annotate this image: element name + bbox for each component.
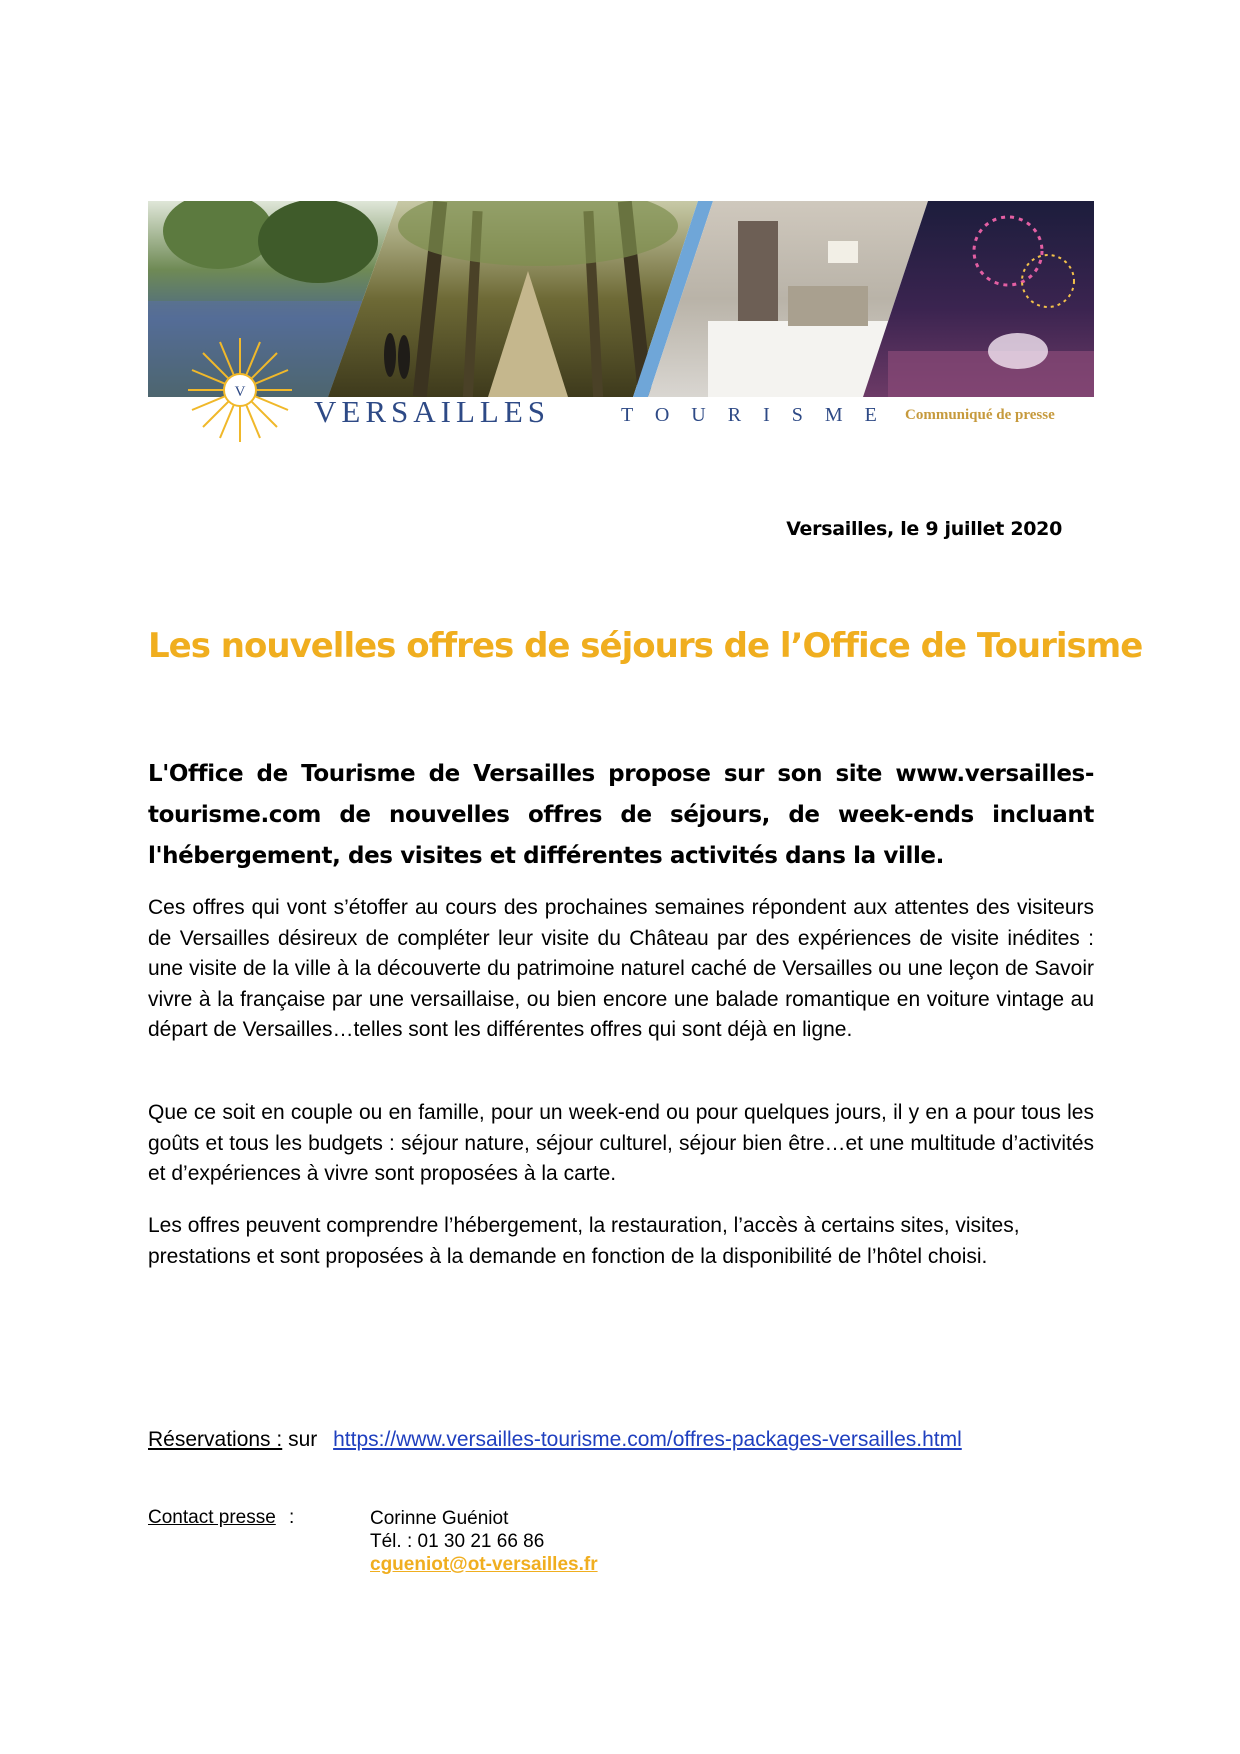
body-paragraph: Les offres peuvent comprendre l’hébergement, la restauration, l’accès à certains sites, visites, prestations et sont proposées à la demande en fonction de la disponibilité de l’hôtel choisi. — [148, 1214, 1020, 1268]
lead-paragraph: L'Office de Tourisme de Versailles propose sur son site www.versailles-tourisme.com de nouvelles offres de séjours, de week-ends incluant l'hébergement, des visites et différentes activités dans la ville. — [148, 761, 1094, 869]
contact-name: Corinne Guéniot — [370, 1508, 509, 1529]
logo-initial: V — [234, 384, 246, 400]
reservations-label: Réservations : — [148, 1428, 283, 1451]
doc-type-label: Communiqué de presse — [905, 407, 1055, 423]
body-paragraph: Ces offres qui vont s’étoffer au cours des prochaines semaines répondent aux attentes des visiteurs de Versailles désireux de compléter leur visite du Château par des expériences de visite inédites : une visite de la ville à la découverte du patrimoine naturel caché de Versailles ou une leçon de Savoir vivre à la française par une versaillaise, ou bien encore une balade romantique en voiture vintage au départ de Versailles…telles sont les différentes offres qui sont déjà en ligne. — [148, 896, 1094, 1041]
reservations-line — [148, 1428, 962, 1452]
sun-logo-icon — [186, 336, 294, 444]
logo-subtitle: TOURISME — [621, 404, 899, 426]
contact-email-link[interactable]: cgueniot@ot-versailles.fr — [370, 1554, 598, 1575]
page-title: Les nouvelles offres de séjours de l’Office de Tourisme — [148, 626, 1143, 666]
contact-phone: Tél. : 01 30 21 66 86 — [370, 1531, 545, 1552]
contact-label: Contact presse — [148, 1507, 276, 1528]
contact-details — [370, 1507, 598, 1576]
body-paragraph: Que ce soit en couple ou en famille, pour un week-end ou pour quelques jours, il y en a pour tous les goûts et tous les budgets : séjour nature, séjour culturel, séjour bien être…et une multitude d’activités et d’expériences à vivre sont proposées à la carte. — [148, 1101, 1094, 1185]
reservations-link[interactable]: https://www.versailles-tourisme.com/offres-packages-versailles.html — [333, 1428, 962, 1451]
reservations-connector: sur — [288, 1428, 318, 1451]
date-line: Versailles, le 9 juillet 2020 — [786, 518, 1062, 540]
logo-wordmark: VERSAILLES — [314, 394, 550, 429]
contact-colon: : — [289, 1507, 295, 1528]
